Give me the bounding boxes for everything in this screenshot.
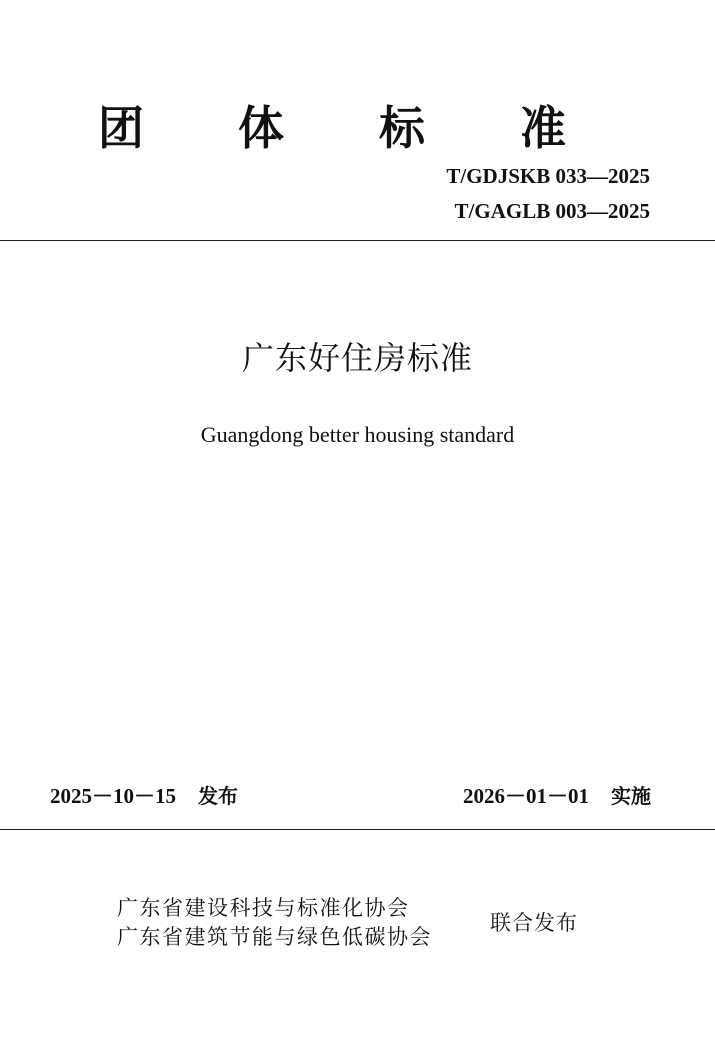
publisher-list — [117, 894, 432, 952]
implementation-label: 实施 — [611, 784, 651, 808]
implementation-date-line — [463, 782, 651, 810]
implementation-date: 2026－01－01 — [463, 784, 589, 808]
top-divider — [0, 240, 715, 241]
issue-date-line — [50, 782, 238, 810]
doc-type-char: 体 — [238, 101, 284, 155]
doc-type-char: 团 — [98, 101, 144, 155]
title-english: Guangdong better housing standard — [200, 422, 515, 447]
standard-code: T/GAGLB 003—2025 — [454, 199, 650, 223]
issue-label: 发布 — [198, 784, 238, 808]
joint-release-label: 联合发布 — [490, 911, 578, 935]
doc-type-char: 准 — [520, 101, 566, 155]
title-chinese: 广东好住房标准 — [241, 339, 473, 377]
publisher-name: 广东省建设科技与标准化协会 — [117, 896, 410, 920]
publisher-name: 广东省建筑节能与绿色低碳协会 — [117, 925, 432, 949]
doc-type-char: 标 — [379, 101, 425, 155]
bottom-divider — [0, 829, 715, 830]
document-type-heading — [0, 98, 715, 158]
issue-date: 2025－10－15 — [50, 784, 176, 808]
standard-code: T/GDJSKB 033—2025 — [446, 164, 650, 188]
